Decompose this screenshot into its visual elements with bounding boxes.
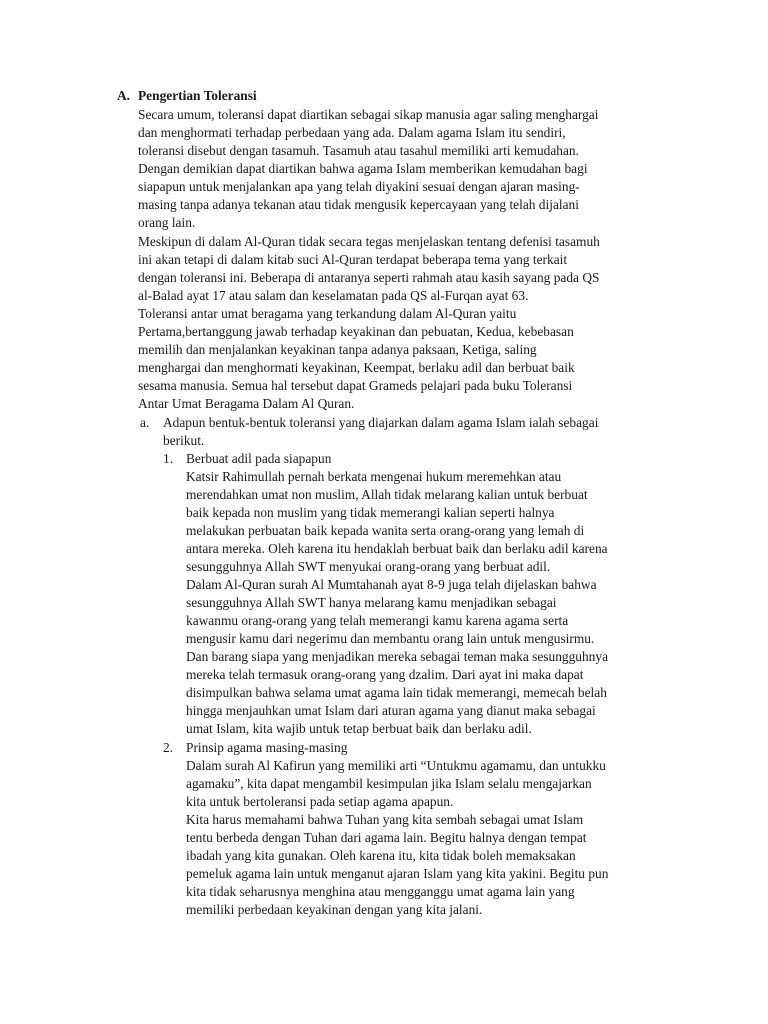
text-line: Antar Umat Beragama Dalam Al Quran. bbox=[138, 396, 355, 411]
text-line: sesungguhnya Allah SWT menyukai orang-orang yang berbuat adil. bbox=[186, 559, 551, 574]
text-line: disimpulkan bahwa selama umat agama lain tidak memerangi, memecah belah bbox=[186, 685, 607, 700]
text-line: toleransi disebut dengan tasamuh. Tasamuh atau tasahul memiliki arti kemudahan. bbox=[138, 143, 579, 158]
text-line: memilih dan menjalankan keyakinan tanpa adanya paksaan, Ketiga, saling bbox=[138, 342, 537, 357]
text-line: mengusir kamu dari negerimu dan membantu orang lain untuk mengusirmu. bbox=[186, 631, 595, 646]
text-line: masing tanpa adanya tekanan atau tidak mengusik kepercayaan yang telah dijalani bbox=[138, 197, 579, 212]
text-line: pemeluk agama lain untuk menganut ajaran Islam yang kita yakini. Begitu pun bbox=[186, 866, 609, 881]
text-line: Secara umum, toleransi dapat diartikan sebagai sikap manusia agar saling menghargai bbox=[138, 107, 599, 122]
text-line: orang lain. bbox=[138, 215, 196, 230]
text-line: Adapun bentuk-bentuk toleransi yang diajarkan dalam agama Islam ialah sebagai bbox=[163, 415, 599, 430]
text-line: baik kepada non muslim yang tidak memerangi kalian seperti halnya bbox=[186, 505, 555, 520]
text-line: agamaku”, kita dapat mengambil kesimpulan jika Islam selalu mengajarkan bbox=[186, 776, 592, 791]
text-line: Meskipun di dalam Al-Quran tidak secara tegas menjelaskan tentang defenisi tasamuh bbox=[138, 234, 600, 249]
text-line: berikut. bbox=[163, 433, 205, 448]
text-line: Dan barang siapa yang menjadikan mereka sebagai teman maka sesungguhnya bbox=[186, 649, 609, 664]
text-line: antara mereka. Oleh karena itu hendaklah berbuat baik dan berlaku adil karena bbox=[186, 541, 608, 556]
item-marker: 2. bbox=[163, 740, 174, 755]
text-line: al-Balad ayat 17 atau salam dan keselamatan pada QS al-Furqan ayat 63. bbox=[138, 288, 529, 303]
text-line: Kita harus memahami bahwa Tuhan yang kita sembah sebagai umat Islam bbox=[186, 812, 584, 827]
text-line: memiliki perbedaan keyakinan dengan yang kita jalani. bbox=[186, 902, 483, 917]
text-line: kita untuk bertoleransi pada setiap agama apapun. bbox=[186, 794, 454, 809]
sub-marker: a. bbox=[140, 415, 150, 430]
text-line: Dalam Al-Quran surah Al Mumtahanah ayat 8-9 juga telah dijelaskan bahwa bbox=[186, 577, 597, 592]
section-title: Pengertian Toleransi bbox=[138, 88, 257, 103]
text-line: dan menghormati terhadap perbedaan yang ada. Dalam agama Islam itu sendiri, bbox=[138, 125, 566, 140]
text-line: sesama manusia. Semua hal tersebut dapat Grameds pelajari pada buku Toleransi bbox=[138, 378, 573, 393]
text-line: sesungguhnya Allah SWT hanya melarang kamu menjadikan sebagai bbox=[186, 595, 557, 610]
item-marker: 1. bbox=[163, 451, 174, 466]
text-line: siapapun untuk menjalankan apa yang telah diyakini sesuai dengan ajaran masing- bbox=[138, 179, 580, 194]
text-line: melakukan perbuatan baik kepada wanita serta orang-orang yang lemah di bbox=[186, 523, 585, 538]
text-line: Toleransi antar umat beragama yang terkandung dalam Al-Quran yaitu bbox=[138, 306, 517, 321]
text-line: umat Islam, kita wajib untuk tetap berbuat baik dan berlaku adil. bbox=[186, 721, 532, 736]
text-line: Dalam surah Al Kafirun yang memiliki arti “Untukmu agamamu, dan untukku bbox=[186, 758, 606, 773]
text-line: Katsir Rahimullah pernah berkata mengenai hukum meremehkan atau bbox=[186, 469, 562, 484]
text-line: merendahkan umat non muslim, Allah tidak melarang kalian untuk berbuat bbox=[186, 487, 588, 502]
text-line: menghargai dan menghormati keyakinan, Keempat, berlaku adil dan berbuat baik bbox=[138, 360, 575, 375]
text-line: Dengan demikian dapat diartikan bahwa agama Islam memberikan kemudahan bagi bbox=[138, 161, 588, 176]
text-line: dengan toleransi ini. Beberapa di antaranya seperti rahmah atau kasih sayang pada QS bbox=[138, 270, 600, 285]
section-marker: A. bbox=[117, 88, 131, 103]
text-line: hingga menjauhkan umat Islam dari aturan agama yang dianut maka sebagai bbox=[186, 703, 596, 718]
item-title: Prinsip agama masing-masing bbox=[186, 740, 348, 755]
text-line: mereka telah termasuk orang-orang yang dzalim. Dari ayat ini maka dapat bbox=[186, 667, 584, 682]
text-line: kita tidak seharusnya menghina atau mengganggu umat agama lain yang bbox=[186, 884, 575, 899]
text-line: kawanmu orang-orang yang telah memerangi kamu karena agama serta bbox=[186, 613, 569, 628]
text-line: Pertama,bertanggung jawab terhadap keyakinan dan pebuatan, Kedua, kebebasan bbox=[138, 324, 574, 339]
item-title: Berbuat adil pada siapapun bbox=[186, 451, 332, 466]
text-line: ini akan tetapi di dalam kitab suci Al-Quran terdapat beberapa tema yang terkait bbox=[138, 252, 568, 267]
text-line: tentu berbeda dengan Tuhan dari agama lain. Begitu halnya dengan tempat bbox=[186, 830, 587, 845]
text-line: ibadah yang kita gunakan. Oleh karena itu, kita tidak boleh memaksakan bbox=[186, 848, 576, 863]
